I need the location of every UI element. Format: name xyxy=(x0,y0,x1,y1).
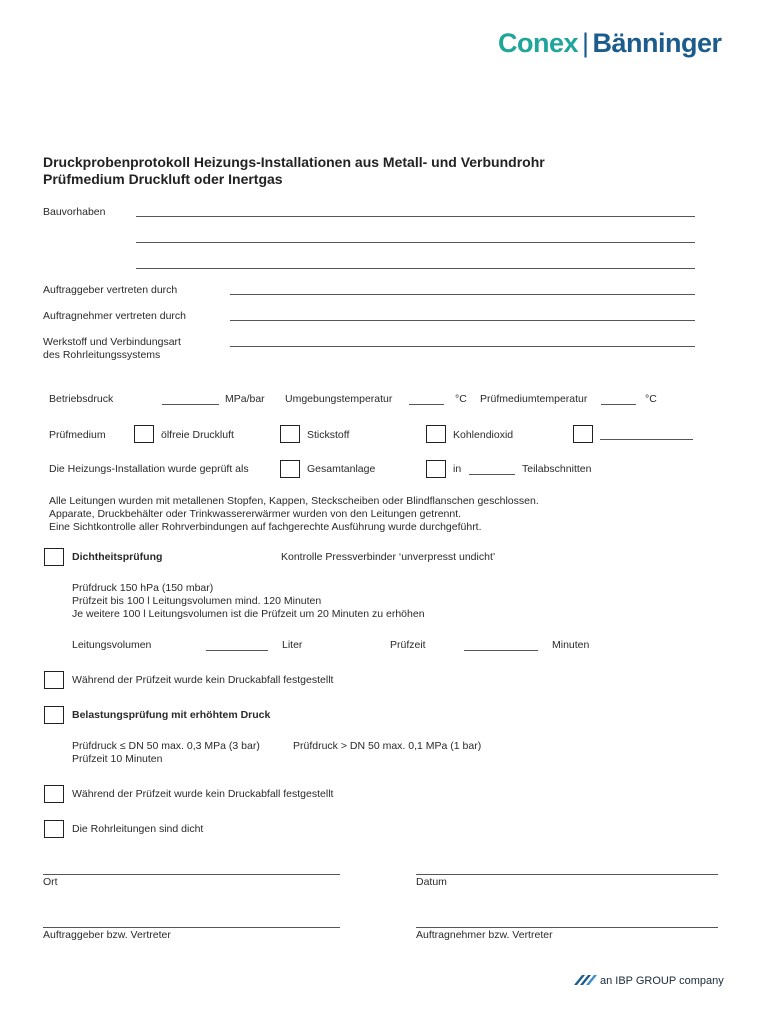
load-test-info-1a: Prüfdruck ≤ DN 50 max. 0,3 MPa (3 bar) xyxy=(72,740,260,752)
no-pressure-drop-text-2: Während der Prüfzeit wurde kein Druckabfall festgestellt xyxy=(72,788,334,800)
pruefmediumtemperatur-label: Prüfmediumtemperatur xyxy=(480,393,588,405)
document-title-line2: Prüfmedium Druckluft oder Inertgas xyxy=(43,171,283,187)
load-test-info-2: Prüfzeit 10 Minuten xyxy=(72,753,163,765)
checkbox-teilabschnitte[interactable] xyxy=(426,460,446,478)
ibp-logo-icon xyxy=(572,973,600,992)
checkbox-no-pressure-drop-1[interactable] xyxy=(44,671,64,689)
checkbox-gesamtanlage[interactable] xyxy=(280,460,300,478)
logo-baenninger: Bänninger xyxy=(592,28,722,58)
no-pressure-drop-text-1: Während der Prüfzeit wurde kein Druckabfall festgestellt xyxy=(72,674,334,686)
celsius-unit-2: °C xyxy=(645,393,657,405)
scope-label: Die Heizungs-Installation wurde geprüft als xyxy=(49,463,249,475)
leitungsvolumen-label: Leitungsvolumen xyxy=(72,639,152,651)
leitungsvolumen-line[interactable] xyxy=(206,650,268,651)
betriebsdruck-label: Betriebsdruck xyxy=(49,393,114,405)
auftraggeber-label: Auftraggeber vertreten durch xyxy=(43,284,178,296)
pipes-tight-text: Die Rohrleitungen sind dicht xyxy=(72,823,204,835)
dichtheitspruefung-label: Dichtheitsprüfung xyxy=(72,551,163,563)
auftraggeber-signature-label: Auftraggeber bzw. Vertreter xyxy=(43,929,171,941)
checkbox-stickstoff[interactable] xyxy=(280,425,300,443)
pruefmediumtemperatur-line[interactable] xyxy=(601,404,636,405)
auftraggeber-line[interactable] xyxy=(230,294,695,295)
minuten-unit: Minuten xyxy=(552,639,590,651)
ibp-group-tagline: an IBP GROUP company xyxy=(600,975,724,987)
document-title-line1: Druckprobenprotokoll Heizungs-Installationen aus Metall- und Verbundrohr xyxy=(43,154,545,170)
umgebungstemperatur-line[interactable] xyxy=(409,404,444,405)
checkbox-dichtheitspruefung[interactable] xyxy=(44,548,64,566)
teilabschnitte-count-line[interactable] xyxy=(469,474,515,475)
leak-test-info-2: Prüfzeit bis 100 l Leitungsvolumen mind. 120 Minuten xyxy=(72,595,322,607)
bauvorhaben-label: Bauvorhaben xyxy=(43,206,106,218)
bauvorhaben-line-2[interactable] xyxy=(136,242,695,243)
teilabschnitte-label: Teilabschnitten xyxy=(522,463,592,475)
mpa-bar-unit: MPa/bar xyxy=(225,393,265,405)
ort-label: Ort xyxy=(43,876,58,888)
liter-unit: Liter xyxy=(282,639,303,651)
pruefzeit-label: Prüfzeit xyxy=(390,639,426,651)
checkbox-belastungspruefung[interactable] xyxy=(44,706,64,724)
checkbox-other-medium[interactable] xyxy=(573,425,593,443)
other-medium-line[interactable] xyxy=(600,439,693,440)
belastungspruefung-label: Belastungsprüfung mit erhöhtem Druck xyxy=(72,709,271,721)
note-line-1: Alle Leitungen wurden mit metallenen Stopfen, Kappen, Steckscheiben oder Blindflanschen geschlossen. xyxy=(49,495,539,507)
checkbox-druckluft[interactable] xyxy=(134,425,154,443)
auftraggeber-signature-line[interactable] xyxy=(43,927,340,928)
stickstoff-option: Stickstoff xyxy=(307,429,350,441)
auftragnehmer-signature-label: Auftragnehmer bzw. Vertreter xyxy=(416,929,553,941)
kohlendioxid-option: Kohlendioxid xyxy=(453,429,514,441)
note-line-3: Eine Sichtkontrolle aller Rohrverbindungen auf fachgerechte Ausführung wurde durchgeführt. xyxy=(49,521,482,533)
werkstoff-label-line2: des Rohrleitungssystems xyxy=(43,349,161,361)
leak-test-info-1: Prüfdruck 150 hPa (150 mbar) xyxy=(72,582,214,594)
pruefzeit-line[interactable] xyxy=(464,650,538,651)
logo-conex: Conex xyxy=(498,28,579,58)
note-line-2: Apparate, Druckbehälter oder Trinkwassererwärmer wurden von den Leitungen getrennt. xyxy=(49,508,462,520)
ort-line[interactable] xyxy=(43,874,340,875)
company-logo xyxy=(498,28,722,59)
pressverbinder-control-text: Kontrolle Pressverbinder ‘unverpresst undicht’ xyxy=(281,551,496,563)
datum-label: Datum xyxy=(416,876,447,888)
umgebungstemperatur-label: Umgebungstemperatur xyxy=(285,393,393,405)
datum-line[interactable] xyxy=(416,874,718,875)
load-test-info-1b: Prüfdruck > DN 50 max. 0,1 MPa (1 bar) xyxy=(293,740,482,752)
logo-divider: | xyxy=(582,28,589,58)
celsius-unit-1: °C xyxy=(455,393,467,405)
checkbox-no-pressure-drop-2[interactable] xyxy=(44,785,64,803)
auftragnehmer-line[interactable] xyxy=(230,320,695,321)
auftragnehmer-label: Auftragnehmer vertreten durch xyxy=(43,310,186,322)
auftragnehmer-signature-line[interactable] xyxy=(416,927,718,928)
leak-test-info-3: Je weitere 100 l Leitungsvolumen ist die Prüfzeit um 20 Minuten zu erhöhen xyxy=(72,608,425,620)
bauvorhaben-line-3[interactable] xyxy=(136,268,695,269)
werkstoff-label-line1: Werkstoff und Verbindungsart xyxy=(43,336,181,348)
checkbox-kohlendioxid[interactable] xyxy=(426,425,446,443)
pruefmedium-label: Prüfmedium xyxy=(49,429,106,441)
in-label: in xyxy=(453,463,462,475)
gesamtanlage-option: Gesamtanlage xyxy=(307,463,376,475)
checkbox-pipes-tight[interactable] xyxy=(44,820,64,838)
druckluft-option: ölfreie Druckluft xyxy=(161,429,234,441)
bauvorhaben-line-1[interactable] xyxy=(136,216,695,217)
werkstoff-line[interactable] xyxy=(230,346,695,347)
betriebsdruck-line[interactable] xyxy=(162,404,219,405)
